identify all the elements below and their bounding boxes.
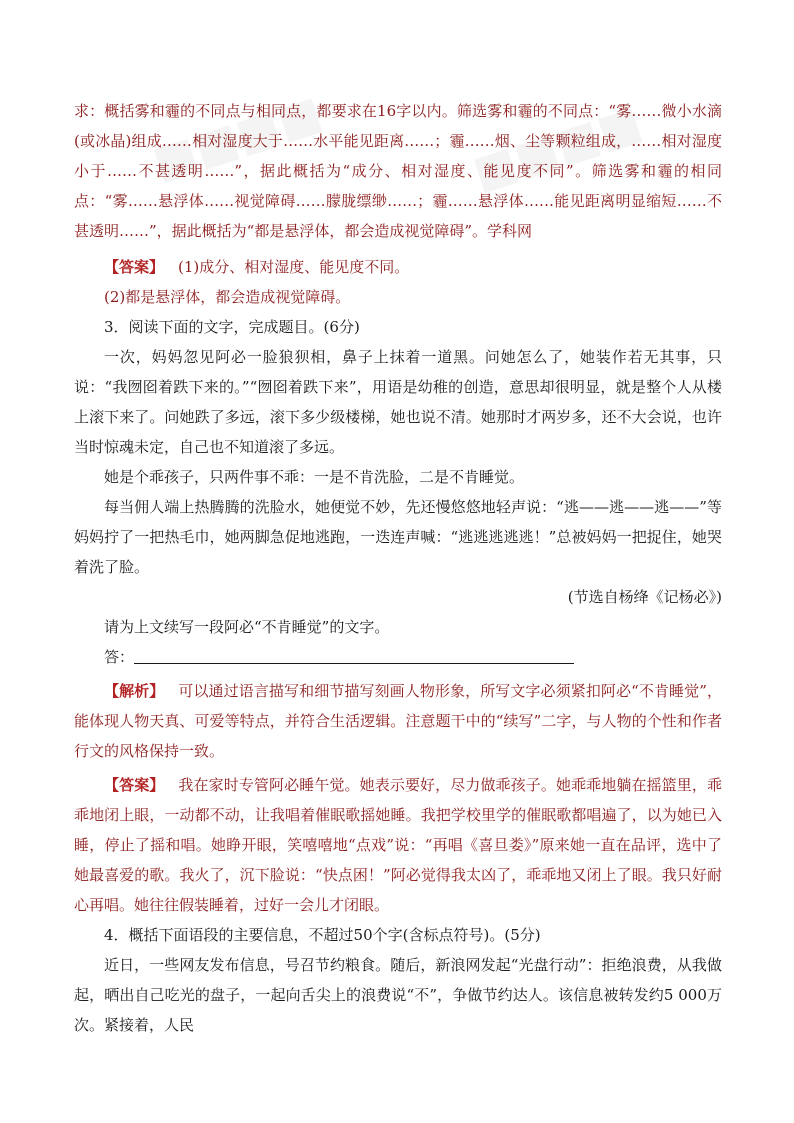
q3-prompt: 请为上文续写一段阿必“不肯睡觉”的文字。 bbox=[104, 618, 390, 636]
analysis-label: 【解析】 bbox=[104, 682, 165, 700]
q3-answer-text: 我在家时专管阿必睡午觉。她表示要好，尽力做乖孩子。她乖乖地躺在摇篮里，乖乖地闭上眼，一动都不动，让我唱着催眠歌摇她睡。我把学校里学的催眠歌都唱遍了，以为她已入睡，停止了摇和唱。她睁开眼，笑嘻嘻地“点戏”说：“再唱《喜旦娄》”原来她一直在品评，选中了她最喜爱的歌。我火了，沉下脸说：“快点困！”阿必觉得我太凶了，乖乖地又闭上了眼。我只好耐心再唱。她往往假装睡着，过好一会儿才闭眼。 bbox=[74, 776, 722, 914]
answer-label: 【答案】 bbox=[104, 776, 165, 794]
q3-passage-p1: 一次，妈妈忽见阿必一脸狼狈相，鼻子上抹着一道黑。问她怎么了，她装作若无其事，只说：“我囫囵着跌下来的。”“囫囵着跌下来”，用语是幼稚的创造，意思却很明显，就是整个人从楼上滚下来了。问她跌了多远，滚下多少级楼梯，她也说不清。她那时才两岁多，还不大会说，也许当时惊魂未定，自己也不知道滚了多远。 bbox=[74, 348, 722, 456]
q4-passage-p1: 近日，一些网友发布信息，号召节约粮食。随后，新浪网发起“光盘行动”：拒绝浪费，从我做起，晒出自己吃光的盘子，一起向舌尖上的浪费说“不”，争做节约达人。该信息被转发约5 000万次。紧接着，人民 bbox=[74, 956, 722, 1034]
question-3-title: 3．阅读下面的文字，完成题目。(6分) bbox=[104, 318, 360, 336]
watermark: ■■■■ bbox=[145, 84, 328, 190]
q3-analysis bbox=[74, 676, 722, 766]
q3-answer bbox=[74, 770, 722, 920]
q3-analysis-text: 可以通过语言描写和细节描写刻画人物形象，所写文字必须紧扣阿必“不肯睡觉”，能体现人物天真、可爱等特点，并符合生活逻辑。注意题干中的“续写”二字，与人物的个性和作者行文的风格保持一致。 bbox=[74, 682, 722, 760]
q3-passage-p2: 她是个乖孩子，只两件事不乖：一是不肯洗脸，二是不肯睡觉。 bbox=[104, 468, 525, 486]
answer-prefix: 答： bbox=[104, 648, 135, 666]
document-page bbox=[74, 96, 722, 1040]
watermark: ■■■■ bbox=[465, 94, 648, 200]
question-4-title: 4．概括下面语段的主要信息，不超过50个字(含标点符号)。(5分) bbox=[104, 926, 541, 944]
answer-q2-2: (2)都是悬浮体，都会造成视觉障碍。 bbox=[104, 288, 351, 306]
answer-q2-line1 bbox=[74, 252, 722, 282]
q3-passage-p3: 每当佣人端上热腾腾的洗脸水，她便觉不妙，先还慢悠悠地轻声说：“逃——逃——逃——”等妈妈拧了一把热毛巾，她两脚急促地逃跑，一迭连声喊：“逃逃逃逃逃！”总被妈妈一把捉住，她哭着洗了脸。 bbox=[74, 498, 722, 576]
q3-source: (节选自杨绛《记杨必》) bbox=[567, 588, 722, 606]
q3-answer-line bbox=[74, 642, 722, 672]
analysis-q2-text: 求：概括雾和霾的不同点与相同点，都要求在16字以内。筛选雾和霾的不同点：“雾……微小水滴(或冰晶)组成……相对湿度大于……水平能见距离……；霾……烟、尘等颗粒组成，……相对湿度小于……不甚透明……”，据此概括为“成分、相对湿度、能见度不同”。筛选雾和霾的相同点：“雾……悬浮体……视觉障碍……朦胧缥缈……；霾……悬浮体……能见距离明显缩短……不甚透明……”，据此概括为“都是悬浮体，都会造成视觉障碍”。学科网 bbox=[74, 102, 722, 240]
answer-q2-1: (1)成分、相对湿度、能见度不同。 bbox=[178, 258, 410, 276]
answer-label: 【答案】 bbox=[104, 258, 165, 276]
answer-blank[interactable] bbox=[134, 645, 574, 664]
